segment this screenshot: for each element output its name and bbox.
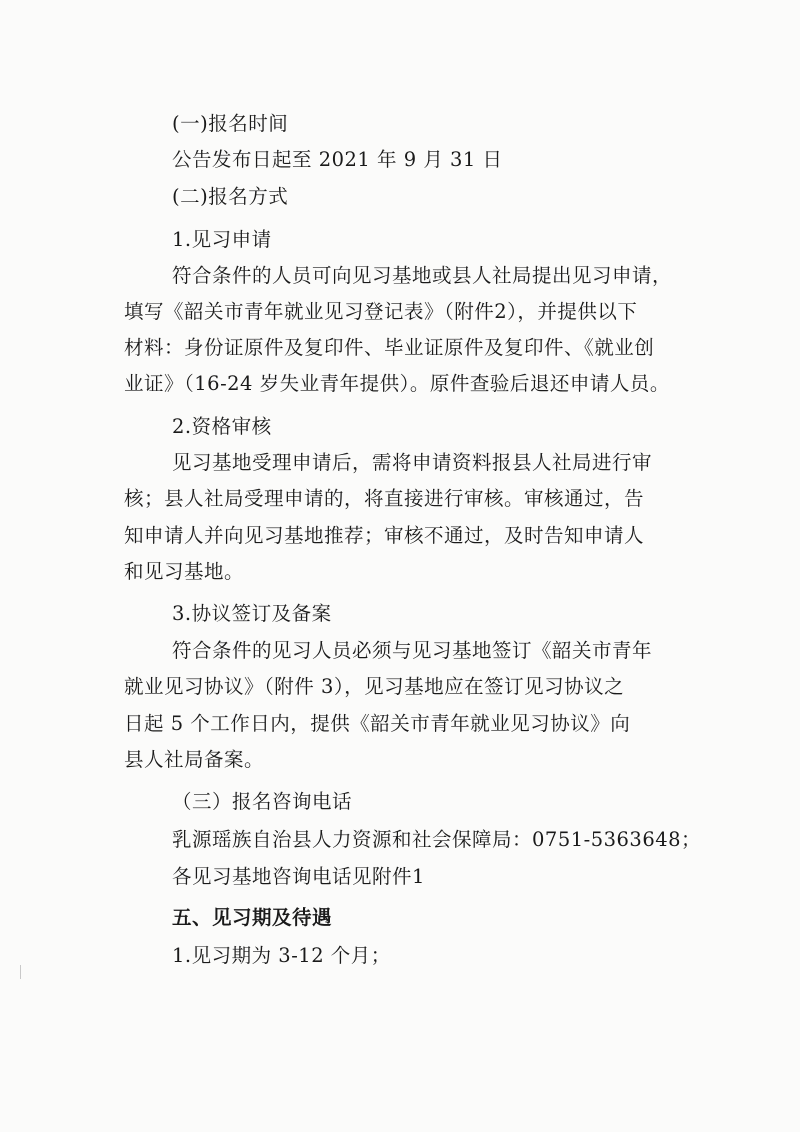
qualification-paragraph-line: 和见习基地。 xyxy=(124,560,245,583)
application-paragraph-line: 业证》（16-24 岁失业青年提供）。原件查验后退还申请人员。 xyxy=(124,372,670,395)
consultation-phone-line: 乳源瑶族自治县人力资源和社会保障局：0751-5363648； xyxy=(172,828,702,851)
agreement-paragraph-line: 就业见习协议》（附件 3），见习基地应在签订见习协议之 xyxy=(124,675,625,698)
application-paragraph-line: 填写《韶关市青年就业见习登记表》（附件2），并提供以下 xyxy=(124,300,638,323)
application-paragraph-line: 材料：身份证原件及复印件、毕业证原件及复印件、《就业创 xyxy=(124,336,655,359)
application-paragraph-line: 符合条件的人员可向见习基地或县人社局提出见习申请， xyxy=(172,264,673,287)
agreement-paragraph-line: 县人社局备案。 xyxy=(124,748,265,771)
agreement-paragraph-line: 日起 5 个工作日内，提供《韶关市青年就业见习协议》向 xyxy=(124,712,631,735)
section-five-heading: 五、见习期及待遇 xyxy=(172,906,333,929)
registration-time-heading: (一)报名时间 xyxy=(172,112,289,135)
item-agreement-title: 3.协议签订及备案 xyxy=(172,602,332,625)
qualification-paragraph-line: 核；县人社局受理申请的，将直接进行审核。审核通过，告 xyxy=(124,487,645,510)
item-application-title: 1.见习申请 xyxy=(172,228,272,251)
agreement-paragraph-line: 符合条件的见习人员必须与见习基地签订《韶关市青年 xyxy=(172,639,653,662)
trial-period-item: 1.见习期为 3-12 个月； xyxy=(172,944,391,967)
item-qualification-title: 2.资格审核 xyxy=(172,415,272,438)
registration-time-text: 公告发布日起至 2021 年 9 月 31 日 xyxy=(172,148,503,171)
qualification-paragraph-line: 见习基地受理申请后，需将申请资料报县人社局进行审 xyxy=(172,451,653,474)
registration-method-heading: (二)报名方式 xyxy=(172,185,289,208)
consultation-heading: （三）报名咨询电话 xyxy=(172,790,353,813)
consultation-phone-line: 各见习基地咨询电话见附件1 xyxy=(172,865,425,888)
qualification-paragraph-line: 知申请人并向见习基地推荐；审核不通过，及时告知申请人 xyxy=(124,524,645,547)
scan-artifact xyxy=(20,965,21,979)
